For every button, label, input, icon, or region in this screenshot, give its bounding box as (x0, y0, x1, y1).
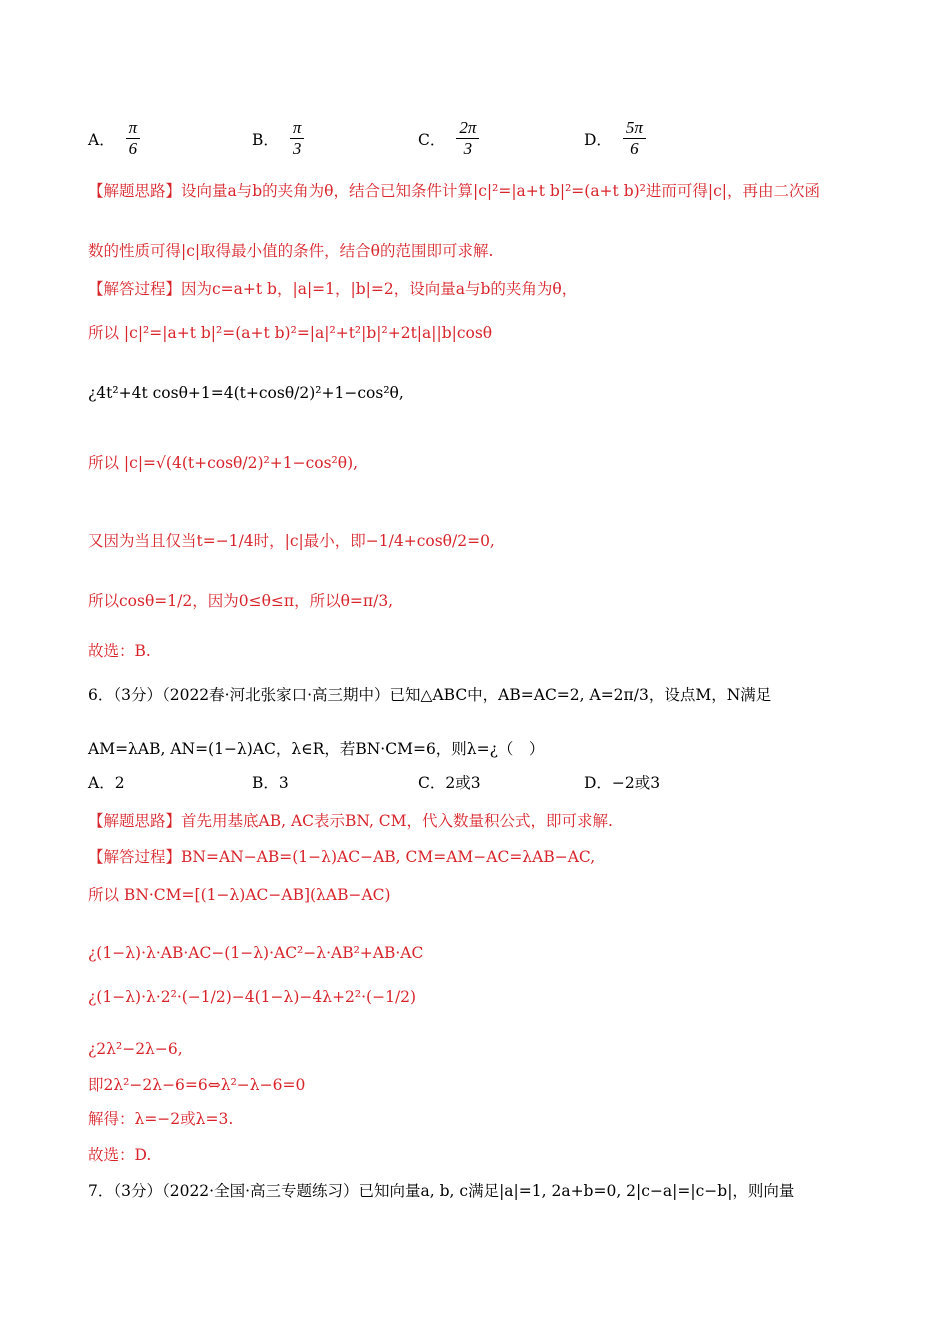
q5-step5: 所以cosθ=1/2，因为0≤θ≤π，所以θ=π/3, (88, 592, 394, 610)
q5-step4: 又因为当且仅当t=−1/4时，|c|最小，即−1/4+cosθ/2=0, (88, 532, 495, 550)
q5-idea-line1: 【解题思路】设向量a与b的夹角为θ，结合已知条件计算|c|²=|a+t b|²=(a+t b)²进而可得|c|，再由二次函 (88, 182, 821, 200)
q6-proc-line1: 【解答过程】BN=AN−AB=(1−λ)AC−AB, CM=AM−AC=λAB−AC, (88, 848, 596, 866)
q7-stem-line1: 7．（3分）（2022·全国·高三专题练习）已知向量a, b, c满足|a|=1, 2a+b=0, 2|c−a|=|c−b|，则向量 (88, 1182, 795, 1200)
q6-answer: 故选：D. (88, 1146, 152, 1164)
q6-step6: 解得：λ=−2或λ=3. (88, 1110, 234, 1128)
q6-step4: ¿2λ²−2λ−6, (88, 1040, 183, 1058)
q5-proc-line1: 【解答过程】因为c=a+t b，|a|=1，|b|=2，设向量a与b的夹角为θ， (88, 280, 578, 298)
q5-answer: 故选：B. (88, 642, 151, 660)
q5-step3: 所以 |c|=√(4(t+cosθ/2)²+1−cos²θ), (88, 454, 359, 472)
q5-step1: 所以 |c|²=|a+t b|²=(a+t b)²=|a|²+t²|b|²+2t|a||b|cosθ (88, 324, 493, 342)
option-c: C． $\frac{2\pi}{3}$ (418, 118, 481, 159)
q6-step1: 所以 BN·CM=[(1−λ)AC−AB](λAB−AC) (88, 886, 391, 904)
q6-idea: 【解题思路】首先用基底AB, AC表示BN, CM，代入数量积公式，即可求解. (88, 812, 613, 830)
option-b: B． $\frac{\pi}{3}$ (252, 118, 306, 159)
q6-stem-line1: 6．（3分）（2022春·河北张家口·高三期中）已知△ABC中，AB=AC=2, A=2π/3，设点M，N满足 (88, 686, 772, 704)
q6-option-b: B．3 (252, 774, 289, 792)
q6-step3: ¿(1−λ)·λ·2²·(−1/2)−4(1−λ)−4λ+2²·(−1/2) (88, 988, 417, 1006)
q6-step5: 即2λ²−2λ−6=6⇔λ²−λ−6=0 (88, 1076, 306, 1094)
q5-idea-line2: 数的性质可得|c|取得最小值的条件，结合θ的范围即可求解. (88, 242, 494, 260)
q6-option-d: D．−2或3 (584, 774, 661, 792)
q6-step2: ¿(1−λ)·λ·AB·AC−(1−λ)·AC²−λ·AB²+AB·AC (88, 944, 424, 962)
q5-step2: ¿4t²+4t cosθ+1=4(t+cosθ/2)²+1−cos²θ, (88, 384, 404, 402)
option-d: D． $\frac{5\pi}{6}$ (584, 118, 648, 159)
q6-option-c: C．2或3 (418, 774, 481, 792)
q6-option-a: A．2 (88, 774, 125, 792)
option-a: A． $\frac{\pi}{6}$ (88, 118, 142, 159)
q6-stem-line2: AM=λAB, AN=(1−λ)AC，λ∈R，若BN·CM=6，则λ=¿（ ） (88, 740, 545, 758)
